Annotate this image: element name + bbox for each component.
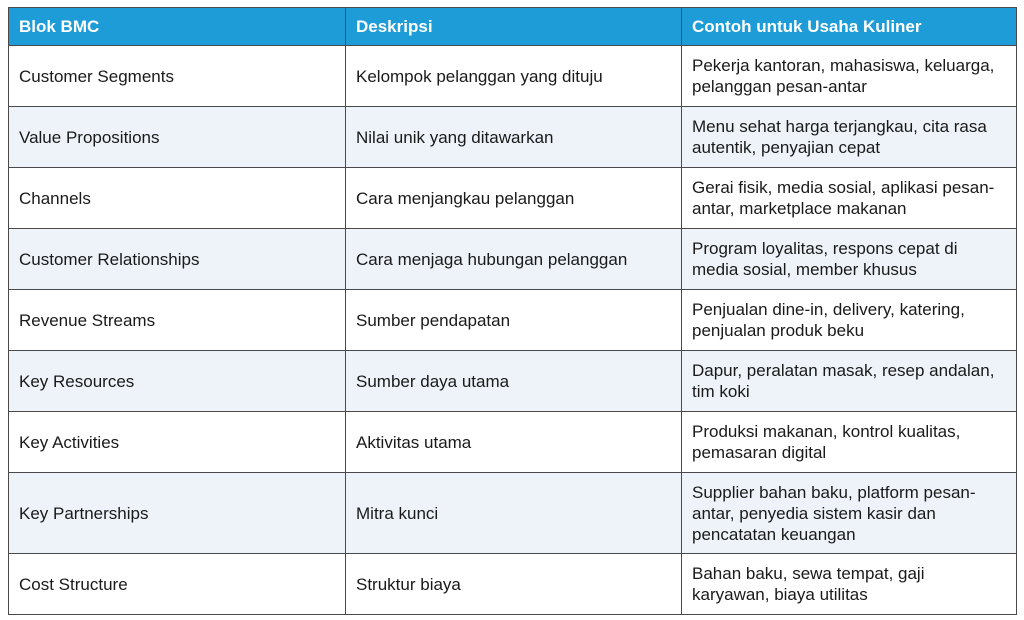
- cell-example: Supplier bahan baku, platform pesan-antar, penyedia sistem kasir dan pencatatan keuangan: [682, 473, 1017, 554]
- cell-block: Channels: [9, 168, 346, 229]
- cell-block: Key Partnerships: [9, 473, 346, 554]
- cell-description: Sumber pendapatan: [346, 290, 682, 351]
- bmc-table: [8, 7, 1017, 615]
- header-contoh: Contoh untuk Usaha Kuliner: [682, 8, 1017, 46]
- cell-block: Cost Structure: [9, 554, 346, 615]
- header-deskripsi: Deskripsi: [346, 8, 682, 46]
- cell-example: Program loyalitas, respons cepat di media sosial, member khusus: [682, 229, 1017, 290]
- table-row: [9, 554, 1017, 615]
- cell-description: Mitra kunci: [346, 473, 682, 554]
- cell-example: Bahan baku, sewa tempat, gaji karyawan, biaya utilitas: [682, 554, 1017, 615]
- table-row: [9, 168, 1017, 229]
- table-row: [9, 473, 1017, 554]
- cell-block: Value Propositions: [9, 107, 346, 168]
- cell-description: Kelompok pelanggan yang dituju: [346, 46, 682, 107]
- cell-example: Produksi makanan, kontrol kualitas, pemasaran digital: [682, 412, 1017, 473]
- table-row: [9, 46, 1017, 107]
- cell-example: Menu sehat harga terjangkau, cita rasa autentik, penyajian cepat: [682, 107, 1017, 168]
- cell-example: Gerai fisik, media sosial, aplikasi pesan-antar, marketplace makanan: [682, 168, 1017, 229]
- cell-block: Customer Relationships: [9, 229, 346, 290]
- cell-description: Cara menjaga hubungan pelanggan: [346, 229, 682, 290]
- table-header-row: [9, 8, 1017, 46]
- cell-block: Revenue Streams: [9, 290, 346, 351]
- cell-description: Nilai unik yang ditawarkan: [346, 107, 682, 168]
- cell-example: Pekerja kantoran, mahasiswa, keluarga, pelanggan pesan-antar: [682, 46, 1017, 107]
- table-row: [9, 351, 1017, 412]
- cell-description: Cara menjangkau pelanggan: [346, 168, 682, 229]
- cell-description: Sumber daya utama: [346, 351, 682, 412]
- table-row: [9, 412, 1017, 473]
- cell-description: Aktivitas utama: [346, 412, 682, 473]
- table-row: [9, 229, 1017, 290]
- cell-example: Penjualan dine-in, delivery, katering, penjualan produk beku: [682, 290, 1017, 351]
- cell-block: Key Activities: [9, 412, 346, 473]
- header-blok-bmc: Blok BMC: [9, 8, 346, 46]
- cell-example: Dapur, peralatan masak, resep andalan, tim koki: [682, 351, 1017, 412]
- cell-block: Key Resources: [9, 351, 346, 412]
- cell-block: Customer Segments: [9, 46, 346, 107]
- table-row: [9, 107, 1017, 168]
- cell-description: Struktur biaya: [346, 554, 682, 615]
- table-row: [9, 290, 1017, 351]
